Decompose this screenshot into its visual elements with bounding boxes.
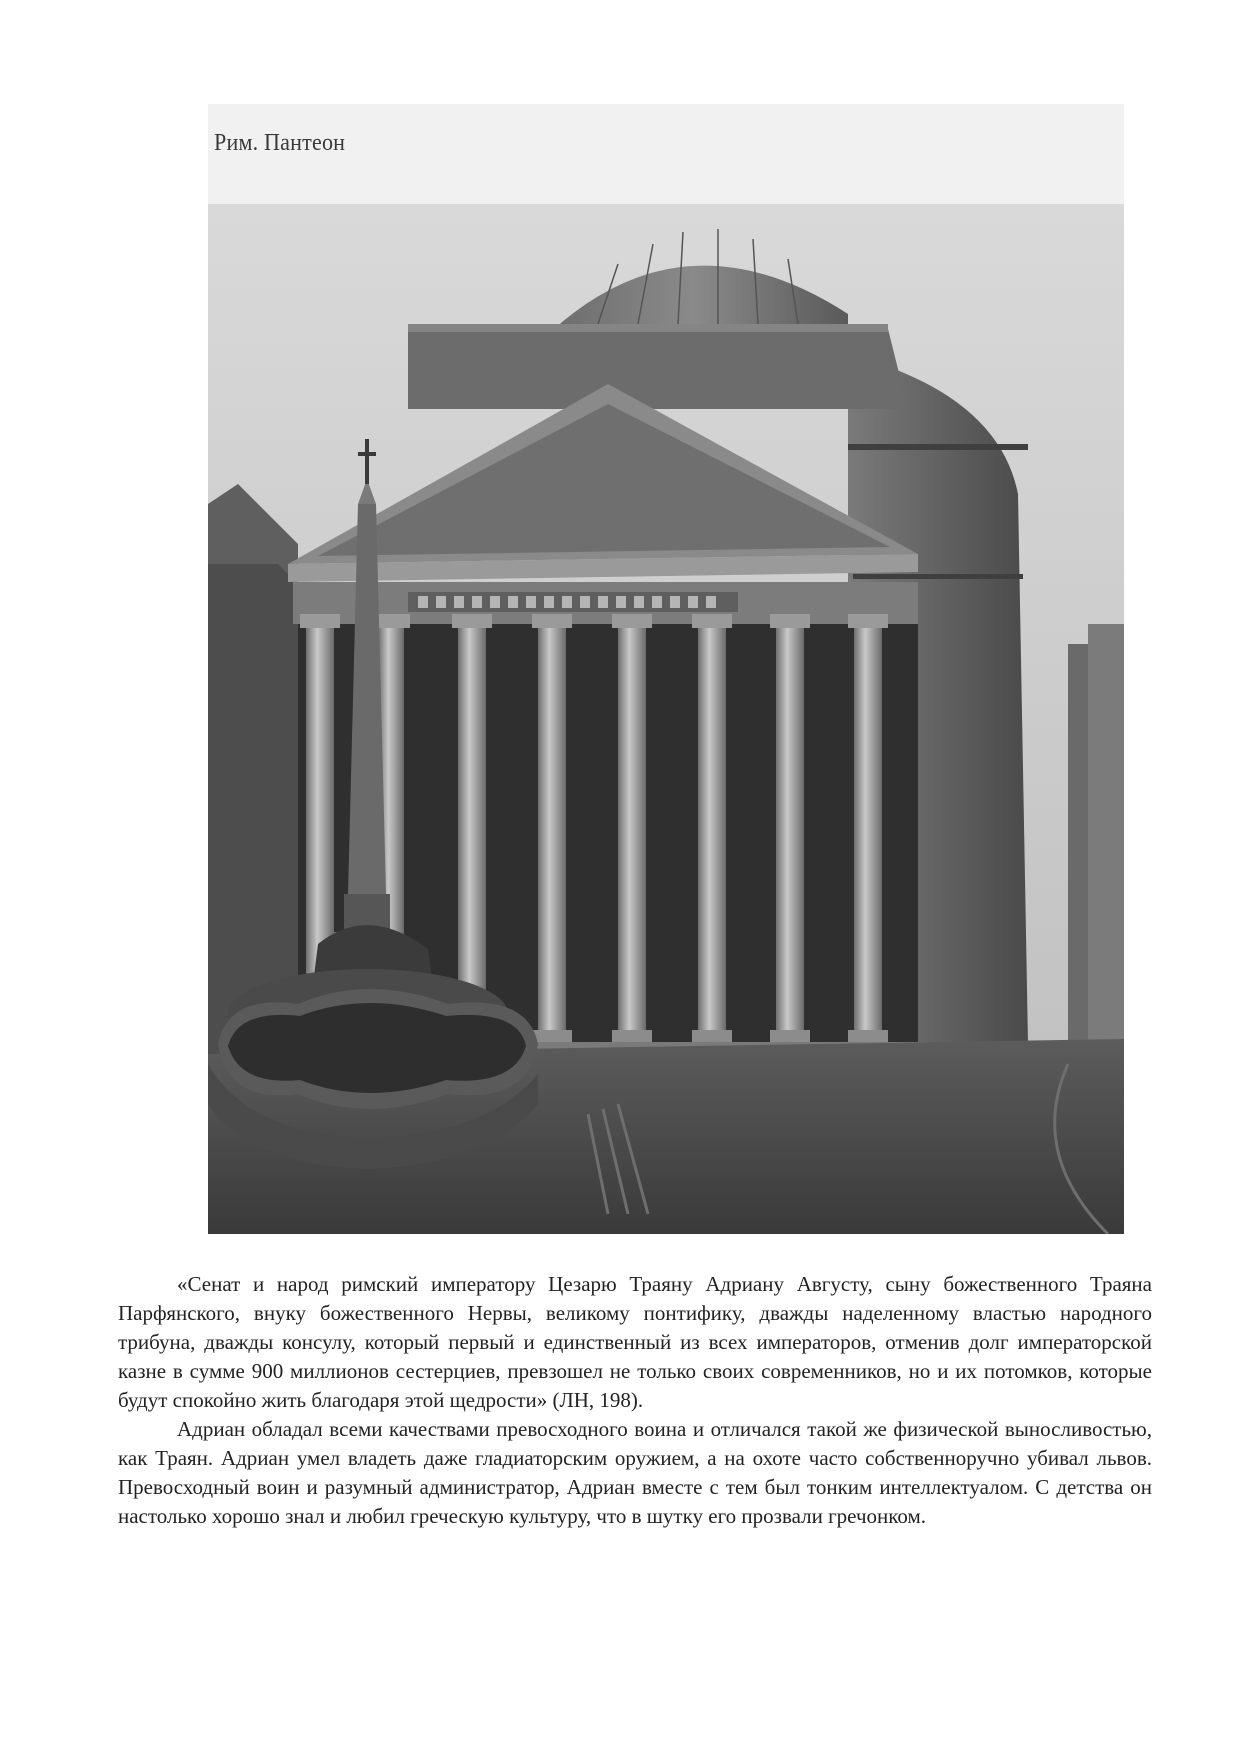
paragraph-hadrian: Адриан обладал всеми качествами превосходного воина и отличался такой же физической выносливостью, как Траян. Адриан умел владеть даже гладиаторским оружием, а на охоте часто собственноручно убивал львов. Превосходный воин и разумный администратор, Адриан вместе с тем был тонким интеллектуалом. С детства он настолько хорошо знал и любил греческую культуру, что в шутку его прозвали гречонком. bbox=[118, 1417, 1152, 1528]
figure bbox=[208, 104, 1124, 1234]
text-body bbox=[118, 1270, 1152, 1531]
pantheon-photo bbox=[208, 204, 1124, 1234]
paragraph-inscription: «Сенат и народ римский императору Цезарю Траяну Адриану Августу, сыну божественного Траяна Парфянского, внуку божественного Нервы, великому понтифику, дважды наделенному властью народного трибуна, дважды консулу, который первый и единственный из всех императоров, отменив долг императорской казне в сумме 900 миллионов сестерциев, превзошел не только своих современников, но и их потомков, которые будут спокойно жить благодаря этой щедрости» (ЛН, 198). bbox=[118, 1272, 1152, 1412]
figure-caption: Рим. Пантеон bbox=[214, 130, 346, 156]
